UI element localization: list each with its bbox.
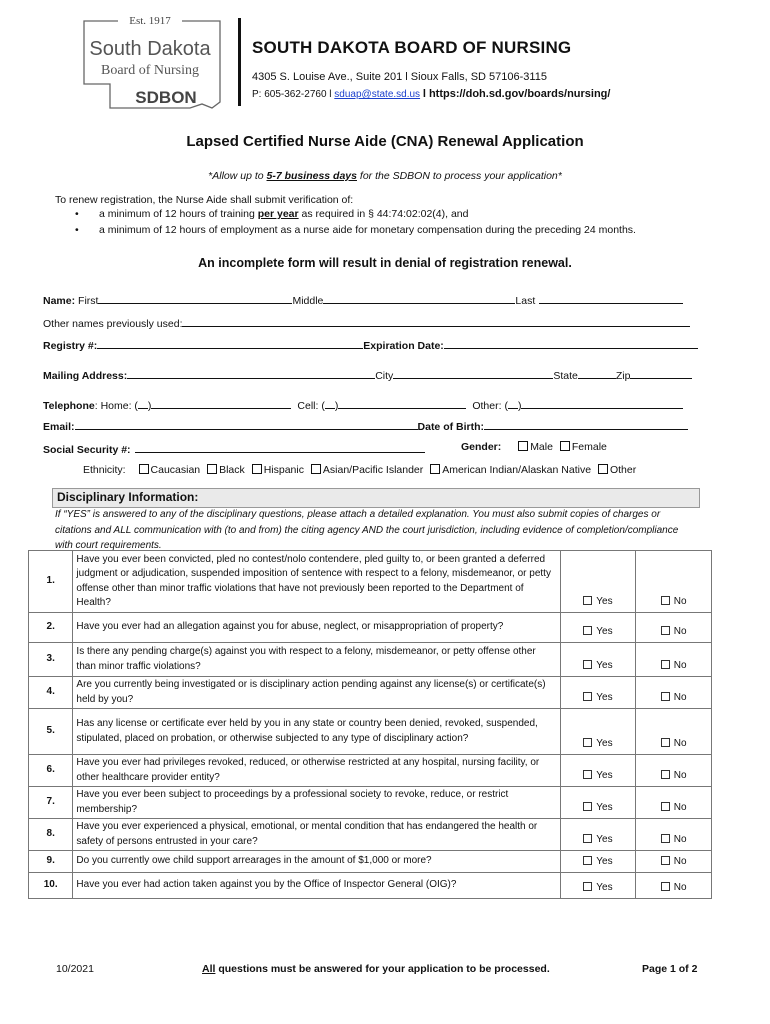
- no-label: No: [673, 737, 687, 749]
- question-row: [29, 851, 712, 873]
- yes-checkbox[interactable]: [583, 738, 592, 747]
- answer-no[interactable]: [636, 613, 712, 643]
- question-number: 9.: [29, 851, 73, 873]
- footer-message: All questions must be answered for your application to be processed.: [202, 963, 550, 975]
- zip-label: Zip: [615, 370, 631, 382]
- no-checkbox[interactable]: [661, 856, 670, 865]
- answer-yes[interactable]: [560, 873, 636, 899]
- other-names-row: [43, 315, 690, 330]
- yes-label: Yes: [596, 625, 613, 637]
- question-row: [29, 787, 712, 819]
- no-label: No: [673, 595, 687, 607]
- org-contact: [252, 88, 610, 100]
- question-number: 3.: [29, 643, 73, 677]
- no-checkbox[interactable]: [661, 802, 670, 811]
- mailing-address-field[interactable]: [127, 367, 375, 379]
- ethnicity-hispanic-checkbox[interactable]: [252, 464, 262, 474]
- answer-yes[interactable]: [560, 851, 636, 873]
- question-row: [29, 613, 712, 643]
- dob-label: Date of Birth:: [417, 421, 485, 433]
- question-text: Have you ever been convicted, pled no contest/nolo contendere, pled guilty to, or been granted a deferred judgment or adjudication, suspended imposition of sentence with respect to a felony, misdemeanor, or petty offense other than minor traffic violations that have not previously been reported to the Department of Health?: [73, 551, 560, 613]
- yes-label: Yes: [596, 691, 613, 703]
- home-label: : Home: (: [94, 400, 138, 412]
- no-checkbox[interactable]: [661, 770, 670, 779]
- svg-text:South Dakota: South Dakota: [89, 38, 211, 60]
- question-text: Have you ever had privileges revoked, reduced, or otherwise restricted at any hospital, nursing facility, or other healthcare provider entity?: [73, 755, 560, 787]
- org-phone: P: 605-362-2760 l: [252, 89, 332, 100]
- ethnicity-asian-checkbox[interactable]: [311, 464, 321, 474]
- state-label: State: [553, 370, 578, 382]
- name-row: [43, 292, 683, 307]
- page-number: Page 1 of 2: [642, 963, 698, 975]
- no-checkbox[interactable]: [661, 626, 670, 635]
- yes-checkbox[interactable]: [583, 802, 592, 811]
- answer-no[interactable]: [636, 677, 712, 709]
- ethnicity-label: Ethnicity:: [83, 464, 126, 476]
- dob-field[interactable]: [484, 418, 688, 430]
- question-number: 10.: [29, 873, 73, 899]
- mailing-label: Mailing Address:: [43, 370, 128, 382]
- no-checkbox[interactable]: [661, 596, 670, 605]
- question-text: Has any license or certificate ever held by you in any state or country been denied, revoked, suspended, stipulated, placed on probation, or otherwise subjected to any type of disciplinary action?: [73, 709, 560, 755]
- question-text: Have you ever been subject to proceedings by a professional society to revoke, reduce, or restrict membership?: [73, 787, 560, 819]
- gender-female-label: Female: [571, 441, 607, 453]
- last-name-field[interactable]: [539, 292, 683, 304]
- org-address: 4305 S. Louise Ave., Suite 201 l Sioux Falls, SD 57106-3115: [252, 71, 547, 83]
- question-number: 5.: [29, 709, 73, 755]
- yes-label: Yes: [596, 737, 613, 749]
- ssn-field[interactable]: [135, 441, 425, 453]
- email-row: [43, 418, 688, 433]
- answer-yes[interactable]: [560, 643, 636, 677]
- no-checkbox[interactable]: [661, 882, 670, 891]
- city-label: City: [375, 370, 394, 382]
- answer-yes[interactable]: [560, 709, 636, 755]
- mailing-row: [43, 367, 692, 382]
- answer-no[interactable]: [636, 819, 712, 851]
- svg-text:Board of Nursing: Board of Nursing: [101, 63, 199, 78]
- gender-label: Gender:: [461, 441, 502, 453]
- yes-checkbox[interactable]: [583, 626, 592, 635]
- home-phone-field[interactable]: [151, 397, 291, 409]
- ssn-label: Social Security #:: [43, 444, 131, 456]
- other-phone-label: Other: (: [472, 400, 508, 412]
- registry-label: Registry #:: [43, 340, 98, 352]
- other-names-field[interactable]: [182, 315, 690, 327]
- first-name-field[interactable]: [98, 292, 292, 304]
- answer-yes[interactable]: [560, 613, 636, 643]
- intro-text: To renew registration, the Nurse Aide shall submit verification of:: [55, 194, 354, 206]
- telephone-row: Telephone: Home: ( ) Cell: ( ) Other: ( ): [43, 397, 683, 412]
- last-label: Last: [515, 295, 536, 307]
- no-checkbox[interactable]: [661, 692, 670, 701]
- sdbon-logo: [70, 12, 230, 112]
- answer-yes[interactable]: [560, 677, 636, 709]
- gender-male-label: Male: [530, 441, 553, 453]
- yes-checkbox[interactable]: [583, 834, 592, 843]
- yes-label: Yes: [596, 595, 613, 607]
- disciplinary-heading: Disciplinary Information:: [52, 488, 700, 508]
- question-number: 4.: [29, 677, 73, 709]
- ethnicity-black-checkbox[interactable]: [207, 464, 217, 474]
- no-label: No: [673, 833, 687, 845]
- no-checkbox[interactable]: [661, 834, 670, 843]
- svg-text:Est. 1917: Est. 1917: [129, 15, 171, 27]
- question-number: 7.: [29, 787, 73, 819]
- no-label: No: [673, 659, 687, 671]
- question-row: [29, 709, 712, 755]
- telephone-label: Telephone: [43, 400, 95, 412]
- ethnicity-american-indian-checkbox[interactable]: [430, 464, 440, 474]
- no-label: No: [673, 855, 687, 867]
- answer-no[interactable]: [636, 551, 712, 613]
- org-website-link[interactable]: l https://doh.sd.gov/boards/nursing/: [422, 88, 611, 100]
- question-number: 8.: [29, 819, 73, 851]
- other-names-label: Other names previously used:: [43, 318, 183, 330]
- yes-label: Yes: [596, 801, 613, 813]
- question-row: [29, 643, 712, 677]
- question-text: Are you currently being investigated or is disciplinary action pending against any license(s) or certificate(s) held by you?: [73, 677, 560, 709]
- question-row: [29, 819, 712, 851]
- no-checkbox[interactable]: [661, 660, 670, 669]
- answer-yes[interactable]: [560, 787, 636, 819]
- question-row: [29, 551, 712, 613]
- header-divider: [238, 18, 241, 106]
- org-name: SOUTH DAKOTA BOARD OF NURSING: [252, 38, 572, 57]
- processing-notice: *Allow up to 5-7 business days for the SDBON to process your application*: [208, 170, 562, 182]
- yes-checkbox[interactable]: [583, 882, 592, 891]
- disciplinary-questions-table: [28, 550, 712, 899]
- middle-name-field[interactable]: [323, 292, 515, 304]
- question-row: [29, 755, 712, 787]
- answer-no[interactable]: [636, 851, 712, 873]
- cell-phone-field[interactable]: [338, 397, 466, 409]
- question-text: Have you ever experienced a physical, emotional, or mental condition that has endangered the health or safety of persons entrusted in your care?: [73, 819, 560, 851]
- ethnicity-asian-label: Asian/Pacific Islander: [322, 464, 424, 476]
- disciplinary-note: If “YES” is answered to any of the disciplinary questions, please attach a detailed explanation. You must also submit copies of charges or citations and ALL communication with (to and from) the citing agency AND the court jurisdiction, including evidence of completion/compliance with court requirements.: [55, 509, 679, 551]
- requirement-employment: • a minimum of 12 hours of employment as a nurse aide for monetary compensation during the preceding 24 months.: [75, 224, 636, 236]
- question-text: Do you currently owe child support arrearages in the amount of $1,000 or more?: [73, 851, 560, 873]
- yes-checkbox[interactable]: [583, 660, 592, 669]
- answer-no[interactable]: [636, 643, 712, 677]
- cell-label: Cell: (: [297, 400, 325, 412]
- form-title: Lapsed Certified Nurse Aide (CNA) Renewal Application: [186, 133, 584, 150]
- expiration-field[interactable]: [444, 337, 698, 349]
- middle-label: Middle: [292, 295, 324, 307]
- ethnicity-other-checkbox[interactable]: [598, 464, 608, 474]
- question-row: [29, 677, 712, 709]
- ethnicity-black-label: Black: [219, 464, 245, 476]
- question-text: Is there any pending charge(s) against you with respect to a felony, misdemeanor, or petty offense other than minor traffic violations?: [73, 643, 560, 677]
- question-number: 6.: [29, 755, 73, 787]
- gender-female-checkbox[interactable]: [560, 441, 570, 451]
- answer-no[interactable]: [636, 755, 712, 787]
- zip-field[interactable]: [630, 367, 692, 379]
- question-number: 2.: [29, 613, 73, 643]
- email-label: Email:: [43, 421, 75, 433]
- registry-field[interactable]: [97, 337, 363, 349]
- yes-checkbox[interactable]: [583, 770, 592, 779]
- yes-label: Yes: [596, 881, 613, 893]
- no-label: No: [673, 769, 687, 781]
- yes-checkbox[interactable]: [583, 692, 592, 701]
- gender-male-checkbox[interactable]: [518, 441, 528, 451]
- answer-no[interactable]: [636, 709, 712, 755]
- ethnicity-row: [83, 464, 636, 476]
- yes-label: Yes: [596, 769, 613, 781]
- ethnicity-caucasian-label: Caucasian: [150, 464, 201, 476]
- gender-group: [461, 441, 607, 453]
- email-field[interactable]: [75, 418, 418, 430]
- yes-label: Yes: [596, 833, 613, 845]
- incomplete-warning: An incomplete form will result in denial of registration renewal.: [198, 256, 572, 270]
- answer-yes[interactable]: [560, 819, 636, 851]
- yes-label: Yes: [596, 855, 613, 867]
- question-text: Have you ever had an allegation against you for abuse, neglect, or misappropriation of property?: [73, 613, 560, 643]
- no-label: No: [673, 881, 687, 893]
- name-label: Name:: [43, 295, 76, 307]
- registry-row: [43, 337, 698, 352]
- no-label: No: [673, 801, 687, 813]
- expiration-label: Expiration Date:: [363, 340, 444, 352]
- question-number: 1.: [29, 551, 73, 613]
- yes-label: Yes: [596, 659, 613, 671]
- first-label: First: [78, 295, 99, 307]
- svg-text:SDBON: SDBON: [135, 88, 197, 107]
- answer-yes[interactable]: [560, 755, 636, 787]
- org-email-link[interactable]: sduap@state.sd.us: [334, 89, 421, 100]
- city-field[interactable]: [393, 367, 553, 379]
- ethnicity-other-label: Other: [609, 464, 637, 476]
- form-revision-date: 10/2021: [56, 963, 94, 975]
- yes-checkbox[interactable]: [583, 596, 592, 605]
- question-row: [29, 873, 712, 899]
- state-field[interactable]: [578, 367, 616, 379]
- no-label: No: [673, 691, 687, 703]
- no-label: No: [673, 625, 687, 637]
- no-checkbox[interactable]: [661, 738, 670, 747]
- ethnicity-hispanic-label: Hispanic: [263, 464, 304, 476]
- ssn-row: [43, 441, 425, 456]
- requirement-training: • a minimum of 12 hours of training per year as required in § 44:74:02:02(4), and: [75, 208, 469, 220]
- ethnicity-american-indian-label: American Indian/Alaskan Native: [442, 464, 592, 476]
- answer-no[interactable]: [636, 873, 712, 899]
- yes-checkbox[interactable]: [583, 856, 592, 865]
- ethnicity-caucasian-checkbox[interactable]: [139, 464, 149, 474]
- answer-yes[interactable]: [560, 551, 636, 613]
- answer-no[interactable]: [636, 787, 712, 819]
- other-phone-field[interactable]: [521, 397, 683, 409]
- question-text: Have you ever had action taken against you by the Office of Inspector General (OIG)?: [73, 873, 560, 899]
